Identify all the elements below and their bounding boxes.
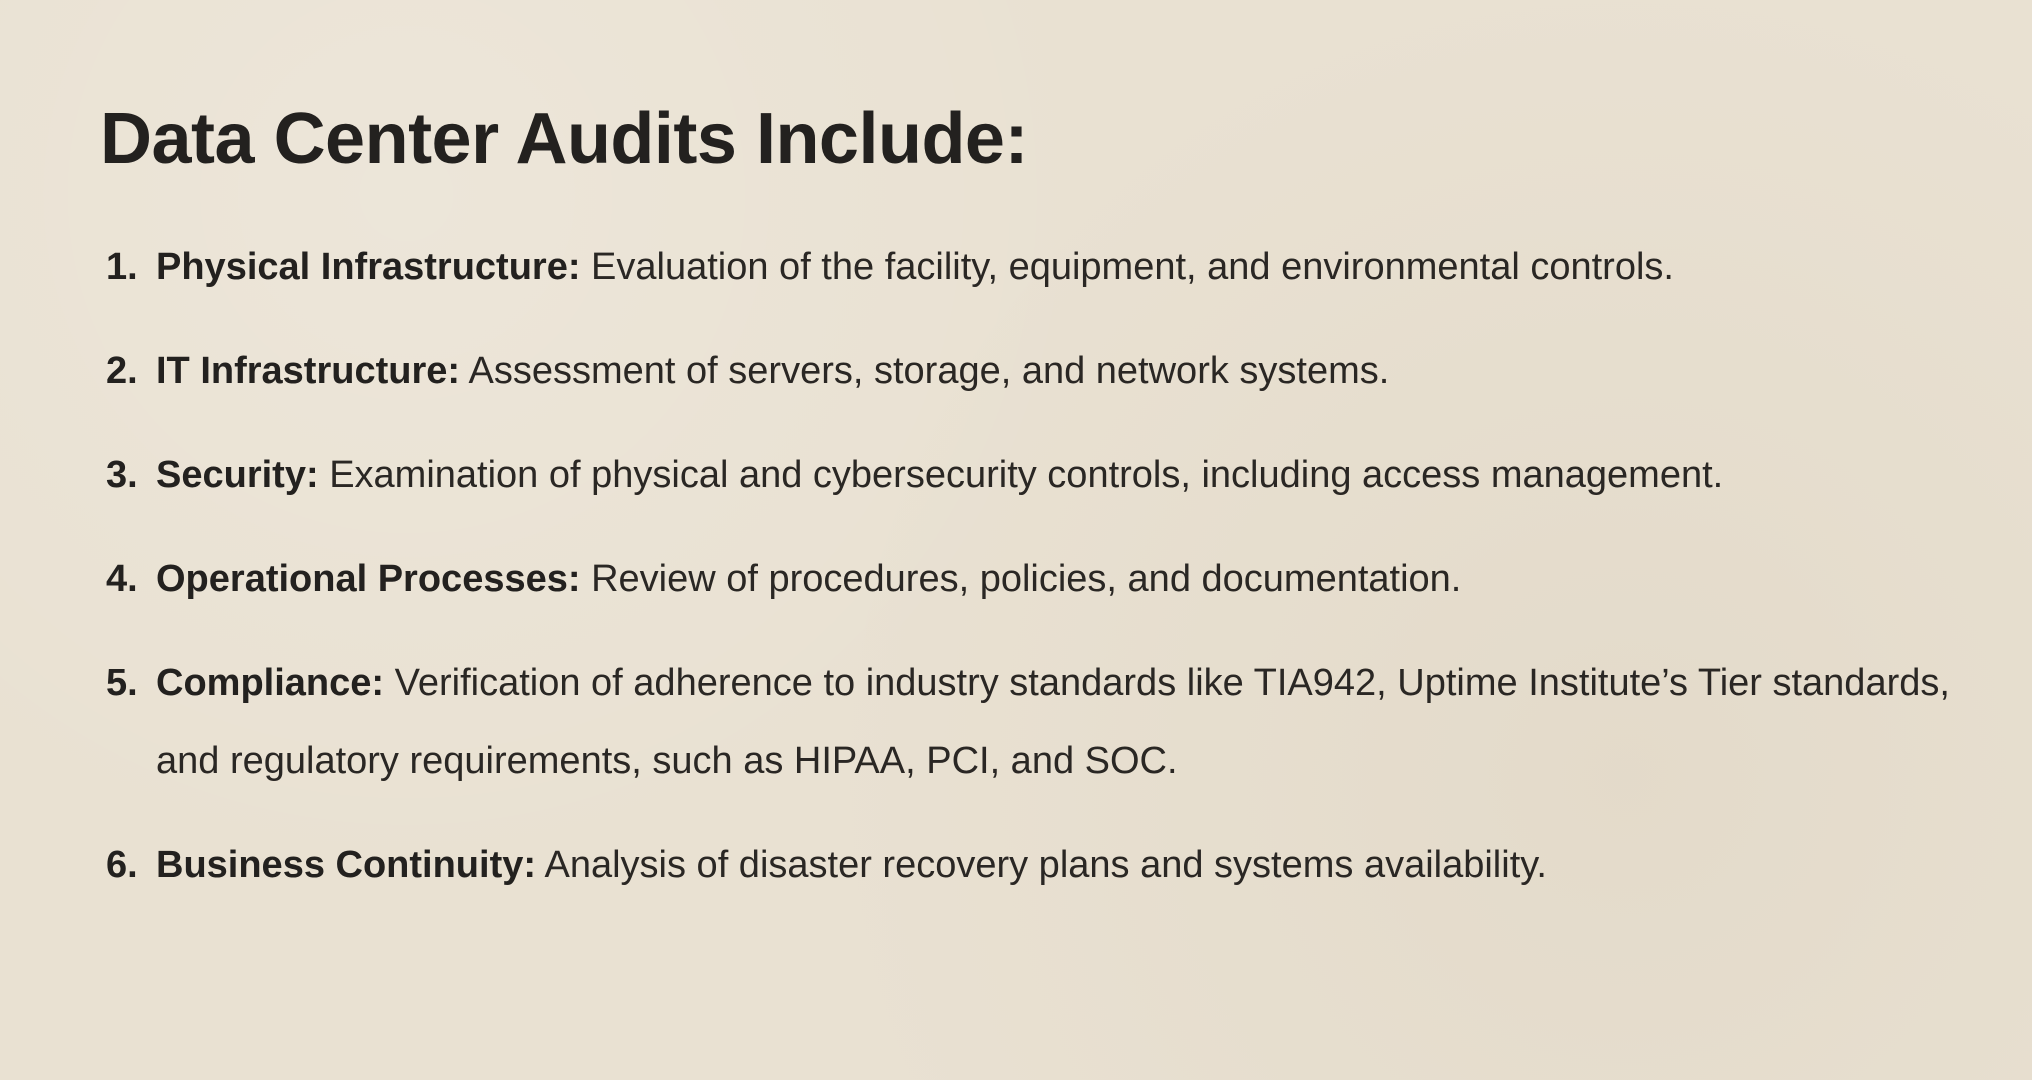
item-label: Business Continuity:	[156, 844, 537, 886]
list-item-physical-infrastructure	[106, 228, 1966, 306]
item-description: Assessment of servers, storage, and network systems.	[468, 350, 1390, 392]
list-item-it-infrastructure	[106, 332, 1966, 410]
item-description: Examination of physical and cybersecurity controls, including access management.	[329, 454, 1724, 496]
list-item-operational-processes	[106, 540, 1966, 618]
item-label: Security:	[156, 454, 319, 496]
audit-list	[106, 228, 1966, 904]
list-number: 5.	[106, 662, 138, 704]
list-number: 4.	[106, 558, 138, 600]
list-number: 2.	[106, 350, 138, 392]
list-number: 6.	[106, 844, 138, 886]
item-description: Review of procedures, policies, and documentation.	[591, 558, 1462, 600]
item-label: Operational Processes:	[156, 558, 581, 600]
item-label: Compliance:	[156, 662, 385, 704]
list-item-security	[106, 436, 1966, 514]
item-description: Verification of adherence to industry standards like TIA942, Uptime Institute’s Tier standards, and regulatory requirements, such as HIPAA, PCI, and SOC.	[156, 662, 1950, 782]
item-label: Physical Infrastructure:	[156, 246, 581, 288]
list-number: 1.	[106, 246, 138, 288]
item-label: IT Infrastructure:	[156, 350, 461, 392]
item-description: Evaluation of the facility, equipment, and environmental controls.	[591, 246, 1674, 288]
list-number: 3.	[106, 454, 138, 496]
page-title: Data Center Audits Include:	[100, 99, 1028, 179]
item-description: Analysis of disaster recovery plans and systems availability.	[544, 844, 1547, 886]
list-item-business-continuity	[106, 826, 1966, 904]
list-item-compliance	[106, 644, 1966, 800]
